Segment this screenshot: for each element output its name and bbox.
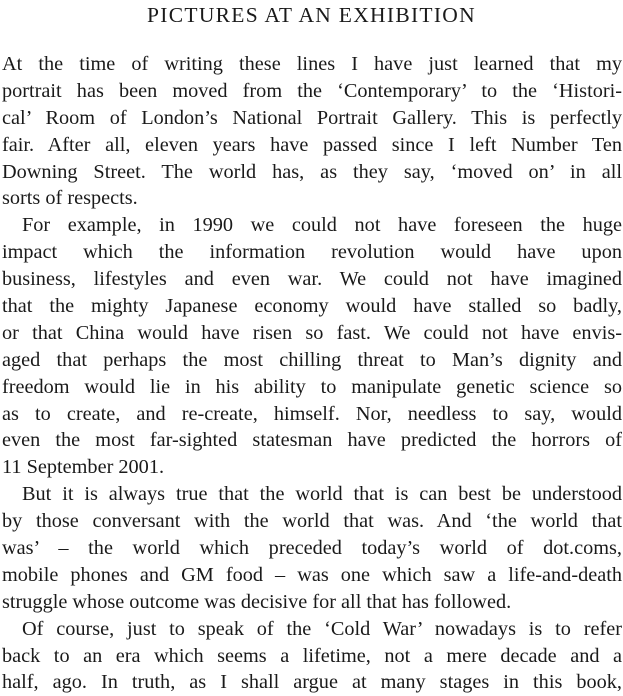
text-line: Downing Street. The world has, as they say, ‘moved on’ in all: [2, 160, 622, 183]
text-line: half, ago. In truth, as I shall argue at many stages in this book,: [2, 671, 622, 694]
text-line: sorts of respects.: [2, 187, 138, 210]
text-line: mobile phones and GM food – was one which saw a life-and-death: [2, 563, 622, 586]
text-line: as to create, and re-create, himself. Nor, needless to say, would: [2, 402, 622, 425]
text-line: was’ – the world which preceded today’s world of dot.coms,: [2, 537, 622, 560]
text-line: But it is always true that the world that is can best be understood: [22, 483, 622, 506]
text-line: even the most far-sighted statesman have predicted the horrors of: [2, 429, 622, 452]
text-line: by those conversant with the world that was. And ‘the world that: [2, 510, 622, 533]
text-line: struggle whose outcome was decisive for all that has followed.: [2, 590, 512, 613]
text-line: freedom would lie in his ability to manipulate genetic science so: [2, 375, 622, 398]
text-line: fair. After all, eleven years have passed since I left Number Ten: [2, 133, 622, 156]
text-line: back to an era which seems a lifetime, not a mere decade and a: [2, 644, 622, 667]
text-line: portrait has been moved from the ‘Contemporary’ to the ‘Histori-: [2, 79, 622, 102]
text-line: Of course, just to speak of the ‘Cold War’ nowadays is to refer: [22, 617, 622, 640]
text-line: At the time of writing these lines I have just learned that my: [2, 53, 622, 75]
text-line: For example, in 1990 we could not have foreseen the huge: [22, 214, 622, 237]
text-line: cal’ Room of London’s National Portrait Gallery. This is perfectly: [2, 106, 622, 129]
running-head: PICTURES AT AN EXHIBITION: [147, 3, 476, 27]
text-line: impact which the information revolution would have upon: [2, 241, 622, 264]
text-line: that the mighty Japanese economy would have stalled so badly,: [2, 295, 622, 318]
text-line: 11 September 2001.: [2, 456, 165, 479]
text-line: or that China would have risen so fast. We could not have envis-: [2, 321, 622, 344]
text-line: aged that perhaps the most chilling threat to Man’s dignity and: [2, 348, 622, 371]
text-line: business, lifestyles and even war. We could not have imagined: [2, 268, 622, 291]
body-text: [0, 51, 623, 696]
